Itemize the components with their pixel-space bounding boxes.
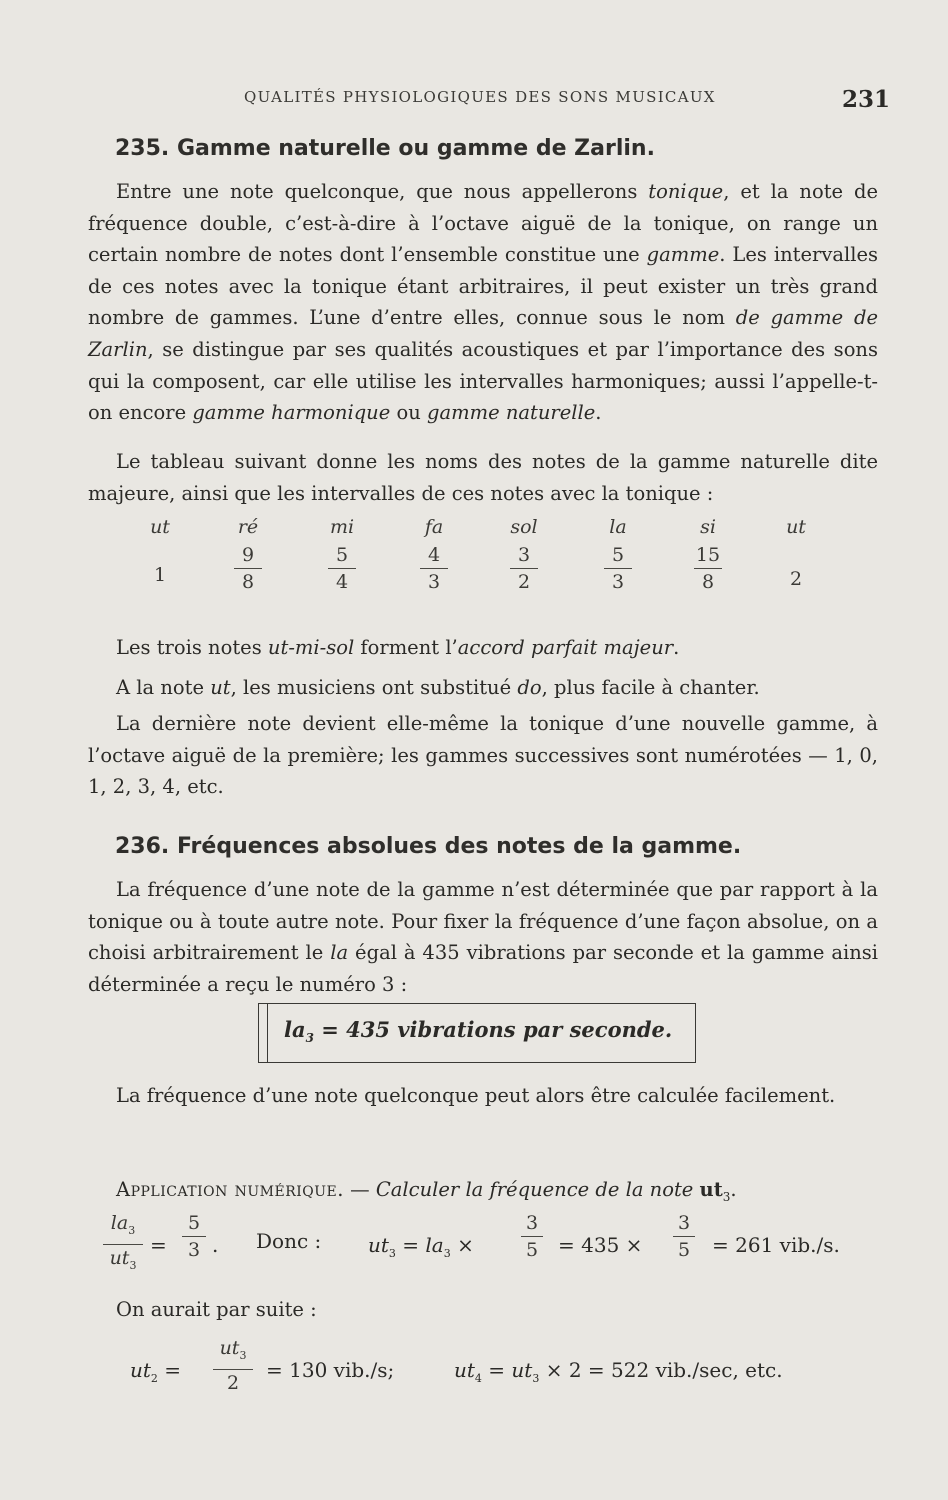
p4-d: do xyxy=(517,676,542,699)
interval-denominator: 3 xyxy=(427,571,441,594)
eq2-f1-num: 3 xyxy=(525,1212,539,1234)
p236-1-end: égal à 435 vibrations par seconde et la gamme ainsi déterminée a reçu le numéro 3 : xyxy=(88,941,878,996)
page-number: 231 xyxy=(842,86,891,113)
eq2-result: = 261 vib./s. xyxy=(712,1233,840,1257)
text-run: . xyxy=(595,401,602,425)
p5-text: La dernière note devient elle-même la tonique d’une nouvelle gamme, à l’octave aiguë de la première; les gammes successives sont numérotées — 1, 0, 1, 2, 3, 4, etc. xyxy=(88,712,878,799)
note-name: fa xyxy=(424,516,444,538)
paragraph-tableau-intro xyxy=(88,446,878,509)
italic-term: tonique xyxy=(648,180,724,203)
app-end: . xyxy=(730,1178,737,1201)
interval-numerator: 5 xyxy=(611,544,625,566)
eq4-lhs: ut xyxy=(454,1358,475,1382)
eq1-den-sub: 3 xyxy=(129,1258,137,1272)
note-name: la xyxy=(609,516,627,538)
fraction-bar xyxy=(420,568,448,569)
interval-value: 2 xyxy=(789,568,803,590)
running-title: QUALITÉS PHYSIOLOGIQUES DES SONS MUSICAUX xyxy=(244,88,716,106)
eq2-f2-num: 3 xyxy=(677,1212,691,1234)
boxed-equation xyxy=(284,1017,672,1045)
eq2-f1-den: 5 xyxy=(525,1239,539,1262)
interval-numerator: 15 xyxy=(695,544,721,566)
eq2-435: 435 xyxy=(581,1233,620,1257)
eq2-fraction-1 xyxy=(514,1212,550,1261)
italic-term: gamme harmonique xyxy=(192,401,391,425)
p3-d: accord parfait majeur xyxy=(457,636,674,659)
eq2-result-value: 261 vib./s. xyxy=(735,1233,840,1257)
fraction-bar xyxy=(234,568,262,569)
eq2-times-2: × xyxy=(625,1233,643,1257)
app-note: ut xyxy=(699,1178,723,1201)
interval-numerator: 9 xyxy=(241,544,255,566)
interval-denominator: 8 xyxy=(701,571,715,594)
interval-fraction xyxy=(322,544,362,593)
eq3-lhs-sub: 2 xyxy=(150,1372,158,1385)
eq1-rhs-den: 3 xyxy=(187,1239,201,1262)
eq1-den: ut xyxy=(109,1247,130,1270)
fraction-bar xyxy=(328,568,356,569)
eq2-lhs-sub: 3 xyxy=(388,1247,396,1260)
eq2-la-sub: 3 xyxy=(443,1247,451,1260)
eq1-rhs-num: 5 xyxy=(187,1212,201,1234)
app-task: Calculer la fréquence de la note xyxy=(375,1178,700,1201)
p4-a: A la note xyxy=(116,676,211,699)
eq4-result: 522 vib./sec, etc. xyxy=(611,1358,783,1382)
eq1-lhs-bar xyxy=(103,1244,143,1245)
note-name: mi xyxy=(329,516,355,538)
eq2-la: la xyxy=(425,1233,444,1257)
interval-numerator: 4 xyxy=(427,544,441,566)
note-name: sol xyxy=(510,516,538,538)
paragraph-gamme-definition xyxy=(88,176,878,429)
eq1-lhs-fraction xyxy=(100,1212,146,1277)
eq2-middle: = 435 × xyxy=(558,1233,643,1257)
p4-b: ut xyxy=(210,676,231,699)
eq2-lhs: $ut_3 = la_3$ × xyxy=(368,1233,474,1260)
application-numerique xyxy=(88,1174,878,1213)
p236-2-text: La fréquence d’une note quelconque peut alors être calculée facilement. xyxy=(116,1084,836,1107)
box-sub: 3 xyxy=(305,1031,314,1046)
italic-term: de gamme de Zarlin xyxy=(88,306,878,361)
text-run: Entre une note quelconque, que nous appellerons xyxy=(116,180,649,203)
text-run: , et la note de fréquence double, c’est-à-dire à l’octave aiguë de la tonique, on range un certain nombre de notes dont l’ensemble constitue une xyxy=(88,180,879,267)
eq3-num-sub: 3 xyxy=(239,1348,247,1362)
eq3-lhs: $ut_2$ = xyxy=(130,1358,182,1385)
interval-value: 1 xyxy=(153,564,167,586)
eq3-den: 2 xyxy=(226,1372,240,1395)
interval-denominator: 3 xyxy=(611,571,625,594)
eq4: $ut_4 = ut_3 \times 2 = 522$ vib./sec, etc. xyxy=(454,1358,783,1385)
fraction-bar xyxy=(604,568,632,569)
eq3-bar xyxy=(213,1369,253,1370)
section-236-heading: 236. Fréquences absolues des notes de la gamme. xyxy=(115,834,742,859)
eq2-f1-bar xyxy=(521,1236,543,1237)
interval-denominator: 4 xyxy=(335,571,349,594)
box-rest: = 435 vibrations par seconde. xyxy=(313,1017,673,1042)
interval-denominator: 8 xyxy=(241,571,255,594)
eq1-rhs-bar xyxy=(182,1236,206,1237)
interval-numerator: 3 xyxy=(517,544,531,566)
paragraph-do-substitution xyxy=(88,672,878,704)
paragraph-accord-parfait xyxy=(88,632,878,664)
paragraph-frequence-absolue xyxy=(88,874,878,1000)
app-note-sub: 3 xyxy=(722,1189,731,1204)
p4-c: , les musiciens ont substitué xyxy=(230,676,518,699)
app-dash: — xyxy=(343,1178,376,1201)
eq4-mid-sub: 3 xyxy=(532,1372,540,1385)
interval-fraction xyxy=(228,544,268,593)
interval-fraction xyxy=(598,544,638,593)
fraction-bar xyxy=(694,568,722,569)
eq3-lhs-var: ut xyxy=(130,1358,151,1382)
eq2-lhs-var: ut xyxy=(368,1233,389,1257)
interval-fraction xyxy=(414,544,454,593)
eq3-num: ut xyxy=(219,1337,240,1359)
eq3-result: = 130 vib./s; xyxy=(266,1358,395,1382)
eq4-times: × xyxy=(545,1358,563,1382)
donc-label: Donc : xyxy=(256,1229,322,1253)
eq2-f2-bar xyxy=(673,1236,695,1237)
text-run: ou xyxy=(390,401,427,425)
eq1-num-sub: 3 xyxy=(128,1223,136,1237)
paragraph-calcul-facile xyxy=(88,1080,878,1112)
on-aurait-par-suite xyxy=(88,1294,878,1326)
p3-b: ut-mi-sol xyxy=(267,636,355,659)
on-aurait-text: On aurait par suite : xyxy=(116,1298,317,1321)
italic-term: gamme xyxy=(646,243,720,267)
note-name: ut xyxy=(786,516,806,538)
italic-term: gamme naturelle xyxy=(426,401,596,425)
eq4-mid: ut xyxy=(511,1358,533,1382)
p3-e: . xyxy=(673,636,680,659)
eq1-rhs-fraction xyxy=(176,1212,212,1261)
eq2-fraction-2 xyxy=(666,1212,702,1261)
interval-numerator: 5 xyxy=(335,544,349,566)
interval-denominator: 2 xyxy=(517,571,531,594)
p236-1-la: la xyxy=(330,941,349,965)
text-run: , se distingue par ses qualités acoustiques et par l’importance des sons qui la composent, car elle utilise les intervalles harmoniques; aussi l’appelle-t-on encore xyxy=(88,337,878,425)
eq4-lhs-sub: 4 xyxy=(474,1372,482,1385)
eq4-two: 2 xyxy=(568,1358,582,1382)
eq1-num: la xyxy=(110,1212,129,1234)
p236-1-a: La fréquence d’une note de la gamme n’est déterminée que par rapport à la tonique ou à toute autre note. Pour fixer la fréquence d’une façon absolue, on a choisi arbitrairement le xyxy=(88,878,878,965)
fraction-bar xyxy=(510,568,538,569)
paragraph-gammes-successives xyxy=(88,708,878,803)
paragraph-tableau-intro-text: Le tableau suivant donne les noms des notes de la gamme naturelle dite majeure, ainsi que les intervalles de ces notes avec la tonique : xyxy=(88,450,878,505)
text-run: . Les intervalles de ces notes avec la tonique étant arbitraires, il peut exister un très grand nombre de gammes. L’une d’entre elles, connue sous le nom xyxy=(88,243,879,330)
eq1-equals: = xyxy=(150,1233,167,1257)
section-235-heading: 235. Gamme naturelle ou gamme de Zarlin. xyxy=(115,136,655,161)
box-la: la xyxy=(284,1017,306,1042)
eq2-times-1: × xyxy=(457,1233,474,1257)
interval-fraction xyxy=(504,544,544,593)
eq3-fraction xyxy=(208,1337,258,1394)
p3-a: Les trois notes xyxy=(116,636,268,659)
eq3-result-value: 130 vib./s; xyxy=(289,1358,395,1382)
eq2-f2-den: 5 xyxy=(677,1239,691,1262)
interval-fraction xyxy=(688,544,728,593)
note-name: ut xyxy=(150,516,170,538)
p4-e: , plus facile à chanter. xyxy=(541,676,760,699)
p3-c: forment l’ xyxy=(354,636,458,659)
app-label: Application numérique. xyxy=(116,1178,344,1201)
note-name: ré xyxy=(237,516,259,538)
eq1-period: . xyxy=(212,1233,219,1257)
note-name: si xyxy=(700,516,716,538)
